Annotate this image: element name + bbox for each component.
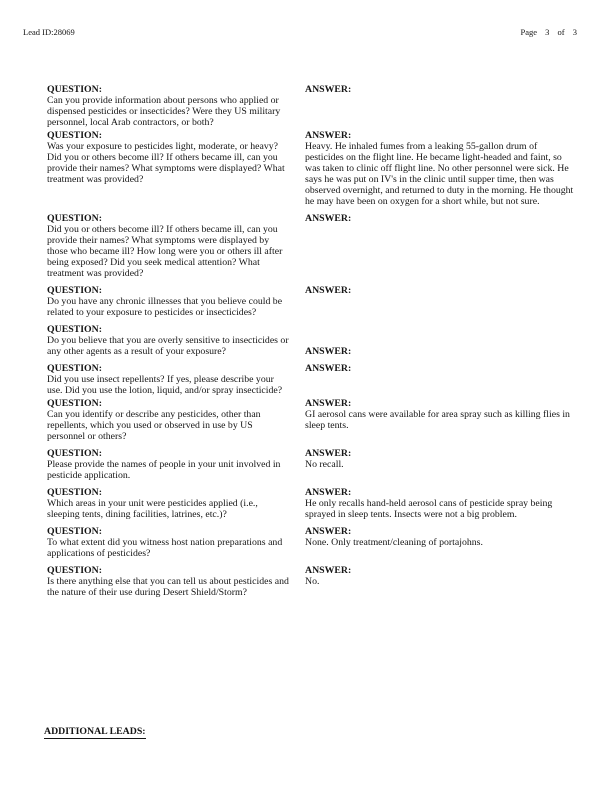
- answer-label: ANSWER:: [305, 363, 352, 374]
- qa-row: [47, 285, 577, 318]
- question-label: QUESTION:: [47, 565, 102, 576]
- qa-list: [47, 84, 577, 604]
- question-cell: [47, 363, 305, 396]
- question-cell: [47, 84, 305, 128]
- answer-text: No.: [305, 576, 320, 587]
- question-text: Did you or others become ill? If others became ill, can you provide their names? What symptoms were displayed by those who became ill? How long were you or others ill after being exposed? Did you seek medical attention? What treatment was provided?: [47, 224, 283, 279]
- answer-label: ANSWER:: [305, 213, 352, 224]
- question-cell: [47, 130, 305, 207]
- answer-cell: [305, 324, 577, 357]
- question-label: QUESTION:: [47, 213, 102, 224]
- qa-row: [47, 363, 577, 396]
- answer-label: ANSWER:: [305, 448, 352, 459]
- question-text: To what extent did you witness host nation preparations and applications of pesticides?: [47, 537, 283, 559]
- question-text: Did you use insect repellents? If yes, please describe your use. Did you use the lotion, liquid, and/or spray insecticide?: [47, 374, 283, 396]
- qa-row: [47, 84, 577, 128]
- question-label: QUESTION:: [47, 324, 102, 335]
- answer-cell: [305, 448, 577, 481]
- question-text: Can you provide information about persons who applied or dispensed pesticides or insecticides? Were they US military personnel, local Arab contractors, or both?: [47, 95, 281, 128]
- answer-cell: [305, 526, 577, 559]
- question-cell: [47, 324, 305, 357]
- answer-label: ANSWER:: [305, 526, 352, 537]
- answer-label: ANSWER:: [305, 398, 352, 409]
- answer-label: ANSWER:: [305, 565, 352, 576]
- answer-text: GI aerosol cans were available for area spray such as killing flies in sleep tents.: [305, 409, 570, 431]
- question-cell: [47, 448, 305, 481]
- answer-cell: [305, 130, 577, 207]
- page-footer: [44, 726, 146, 738]
- answer-cell: [305, 363, 577, 396]
- question-cell: [47, 213, 305, 279]
- answer-cell: [305, 84, 577, 128]
- qa-row: [47, 213, 577, 279]
- question-cell: [47, 526, 305, 559]
- question-text: Do you have any chronic illnesses that you believe could be related to your exposure to pesticides or insecticides?: [47, 296, 283, 318]
- question-text: Which areas in your unit were pesticides applied (i.e., sleeping tents, dining facilities, latrines, etc.)?: [47, 498, 258, 520]
- question-label: QUESTION:: [47, 84, 102, 95]
- qa-row: [47, 565, 577, 598]
- answer-text: None. Only treatment/cleaning of portajohns.: [305, 537, 483, 548]
- question-label: QUESTION:: [47, 285, 102, 296]
- answer-cell: [305, 213, 577, 279]
- question-cell: [47, 398, 305, 442]
- page-header: [23, 27, 577, 38]
- answer-label: ANSWER:: [305, 84, 352, 95]
- qa-row: [47, 526, 577, 559]
- answer-cell: [305, 285, 577, 318]
- answer-label: ANSWER:: [305, 285, 352, 296]
- answer-label: ANSWER:: [305, 487, 352, 498]
- answer-cell: [305, 565, 577, 598]
- answer-cell: [305, 398, 577, 442]
- qa-row: [47, 448, 577, 481]
- question-label: QUESTION:: [47, 363, 102, 374]
- question-text: Was your exposure to pesticides light, moderate, or heavy? Did you or others become ill? If others became ill, can you provide their names? What symptoms were displayed? What treatment was provided?: [47, 141, 285, 185]
- answer-text: He only recalls hand-held aerosol cans of pesticide spray being sprayed in sleep tents. Insects were not a big problem.: [305, 498, 553, 520]
- answer-cell: [305, 487, 577, 520]
- page-number-label: Page 3 of 3: [520, 27, 577, 37]
- answer-label: ANSWER:: [305, 130, 352, 141]
- question-text: Is there anything else that you can tell us about pesticides and the nature of their use during Desert Shield/Storm?: [47, 576, 289, 598]
- lead-id-label: Lead ID:28069: [23, 27, 75, 37]
- qa-row: [47, 487, 577, 520]
- question-cell: [47, 565, 305, 598]
- question-label: QUESTION:: [47, 130, 102, 141]
- question-text: Can you identify or describe any pesticides, other than repellents, which you used or observed in use by US personnel or others?: [47, 409, 261, 442]
- qa-row: [47, 130, 577, 207]
- question-label: QUESTION:: [47, 487, 102, 498]
- question-cell: [47, 285, 305, 318]
- question-text: Do you believe that you are overly sensitive to insecticides or any other agents as a result of your exposure?: [47, 335, 289, 357]
- answer-text: No recall.: [305, 459, 344, 470]
- answer-text: Heavy. He inhaled fumes from a leaking 55-gallon drum of pesticides on the flight line. He became light-headed and faint, so was taken to clinic off flight line. No other personnel were sick. He says he was put on IV's in the clinic until supper time, then was observed overnight, and returned to duty in the morning. He thought he may have been on oxygen for a short while, but not sure.: [305, 141, 574, 207]
- question-text: Please provide the names of people in your unit involved in pesticide application.: [47, 459, 281, 481]
- question-label: QUESTION:: [47, 526, 102, 537]
- qa-row: [47, 324, 577, 357]
- question-cell: [47, 487, 305, 520]
- question-label: QUESTION:: [47, 398, 102, 409]
- qa-row: [47, 398, 577, 442]
- additional-leads-heading: ADDITIONAL LEADS:: [44, 726, 146, 737]
- answer-label: ANSWER:: [305, 346, 352, 357]
- question-label: QUESTION:: [47, 448, 102, 459]
